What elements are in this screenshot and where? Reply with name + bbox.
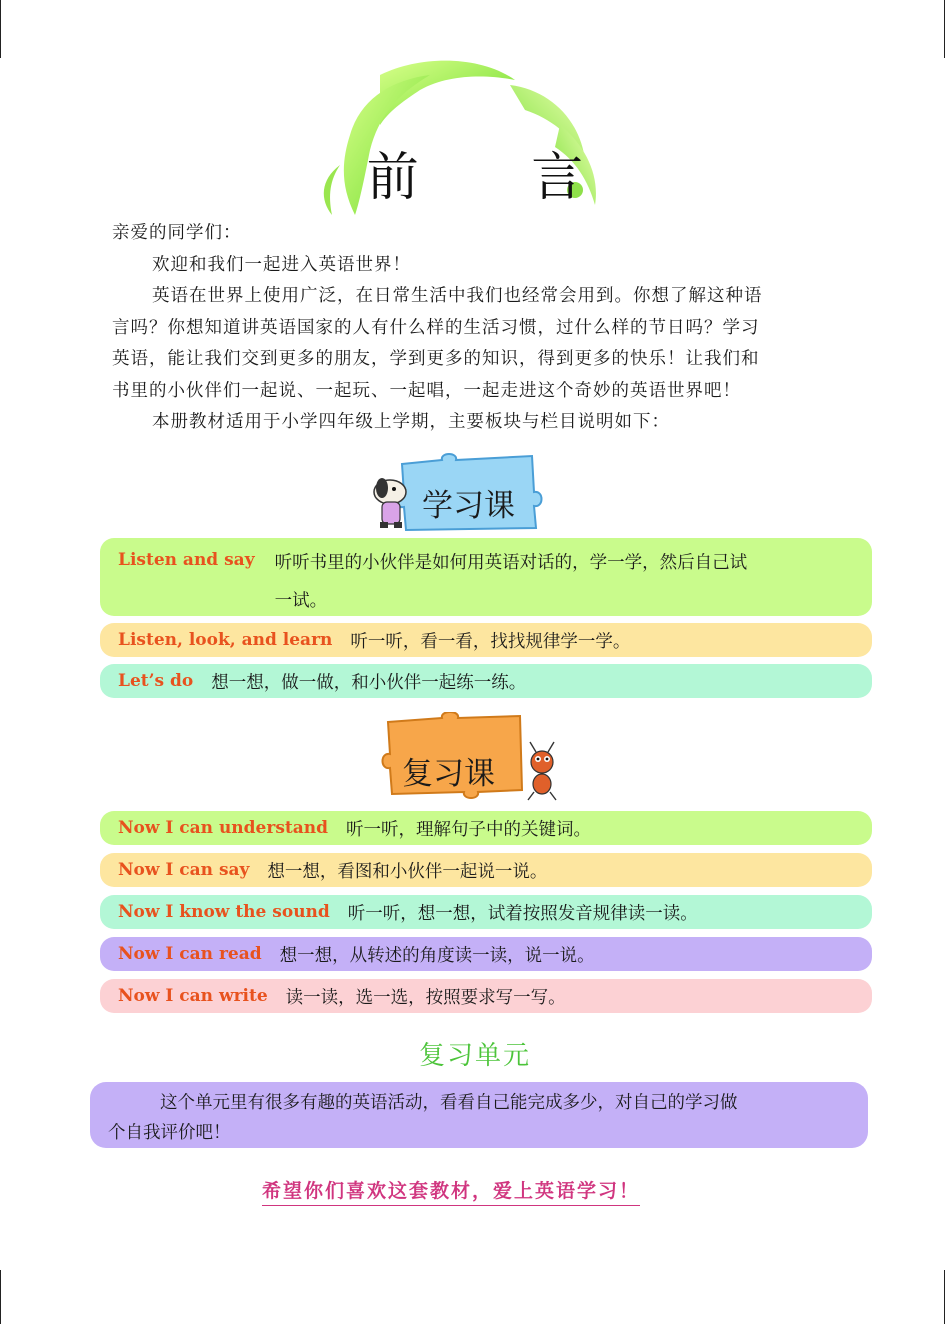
study-lesson-label: 学习课 — [422, 488, 515, 524]
section-desc: 听一听，看一看，找找规律学一学。 — [350, 631, 631, 652]
review-unit-title: 复习单元 — [418, 1041, 531, 1071]
section-now-i-can-understand — [100, 811, 872, 845]
crop-mark-tr — [944, 0, 945, 58]
section-desc: 想一想，从转述的角度读一读，说一说。 — [279, 945, 595, 966]
section-title-en: Let’s do — [118, 671, 194, 691]
section-now-i-can-say — [100, 853, 872, 887]
section-title-en: Now I can say — [118, 860, 250, 880]
section-desc: 想一想，做一做，和小伙伴一起练一练。 — [211, 672, 527, 693]
crop-mark-bl — [0, 1270, 1, 1324]
page-title: 前 言 — [366, 148, 632, 208]
crop-mark-br — [944, 1270, 945, 1324]
usage-line: 本册教材适用于小学四年级上学期，主要板块与栏目说明如下： — [152, 412, 670, 432]
section-listen-and-say — [100, 538, 872, 616]
section-desc: 听一听，理解句子中的关键词。 — [346, 819, 592, 840]
closing-message: 希望你们喜欢这套教材，爱上英语学习！ — [262, 1176, 640, 1206]
preface-intro — [112, 218, 872, 439]
paragraph-line: 英语在世界上使用广泛，在日常生活中我们也经常会用到。你想了解这种语 — [152, 286, 763, 306]
section-now-i-can-read — [100, 937, 872, 971]
review-unit-line: 个自我评价吧！ — [108, 1123, 231, 1143]
section-title-en: Now I know the sound — [118, 902, 330, 922]
section-title-en: Now I can understand — [118, 818, 329, 838]
section-title-en: Now I can read — [118, 944, 262, 964]
section-title-en: Listen and say — [118, 550, 255, 570]
greeting: 亲爱的同学们： — [112, 223, 242, 243]
section-now-i-can-write — [100, 979, 872, 1013]
section-desc-line: 听听书里的小伙伴是如何用英语对话的，学一学，然后自己试 — [274, 553, 748, 573]
ant-mascot-icon — [528, 742, 556, 800]
section-desc-line: 一试。 — [274, 591, 328, 611]
section-title-en: Now I can write — [118, 986, 268, 1006]
welcome-line: 欢迎和我们一起进入英语世界！ — [152, 254, 411, 275]
section-desc: 想一想，看图和小伙伴一起说一说。 — [267, 861, 548, 882]
review-unit-description — [90, 1082, 868, 1148]
section-desc: 听一听，想一想，试着按照发音规律读一读。 — [347, 903, 698, 924]
paragraph-line: 书里的小伙伴们一起说、一起玩、一起唱，一起走进这个奇妙的英语世界吧！ — [112, 380, 741, 401]
paragraph-line: 言吗？你想知道讲英语国家的人有什么样的生活习惯，过什么样的节日吗？学习 — [112, 317, 760, 338]
review-lesson-label: 复习课 — [402, 756, 495, 792]
review-unit-line: 这个单元里有很多有趣的英语活动，看看自己能完成多少，对自己的学习做 — [160, 1093, 738, 1113]
section-desc — [275, 544, 748, 620]
section-lets-do — [100, 664, 872, 698]
section-desc: 读一读，选一选，按照要求写一写。 — [285, 987, 566, 1008]
section-now-i-know-the-sound — [100, 895, 872, 929]
section-listen-look-learn — [100, 623, 872, 657]
paragraph-line: 英语，能让我们交到更多的朋友，学到更多的知识，得到更多的快乐！让我们和 — [112, 349, 760, 369]
section-title-en: Listen, look, and learn — [118, 630, 333, 650]
crop-mark-tl — [0, 0, 1, 58]
